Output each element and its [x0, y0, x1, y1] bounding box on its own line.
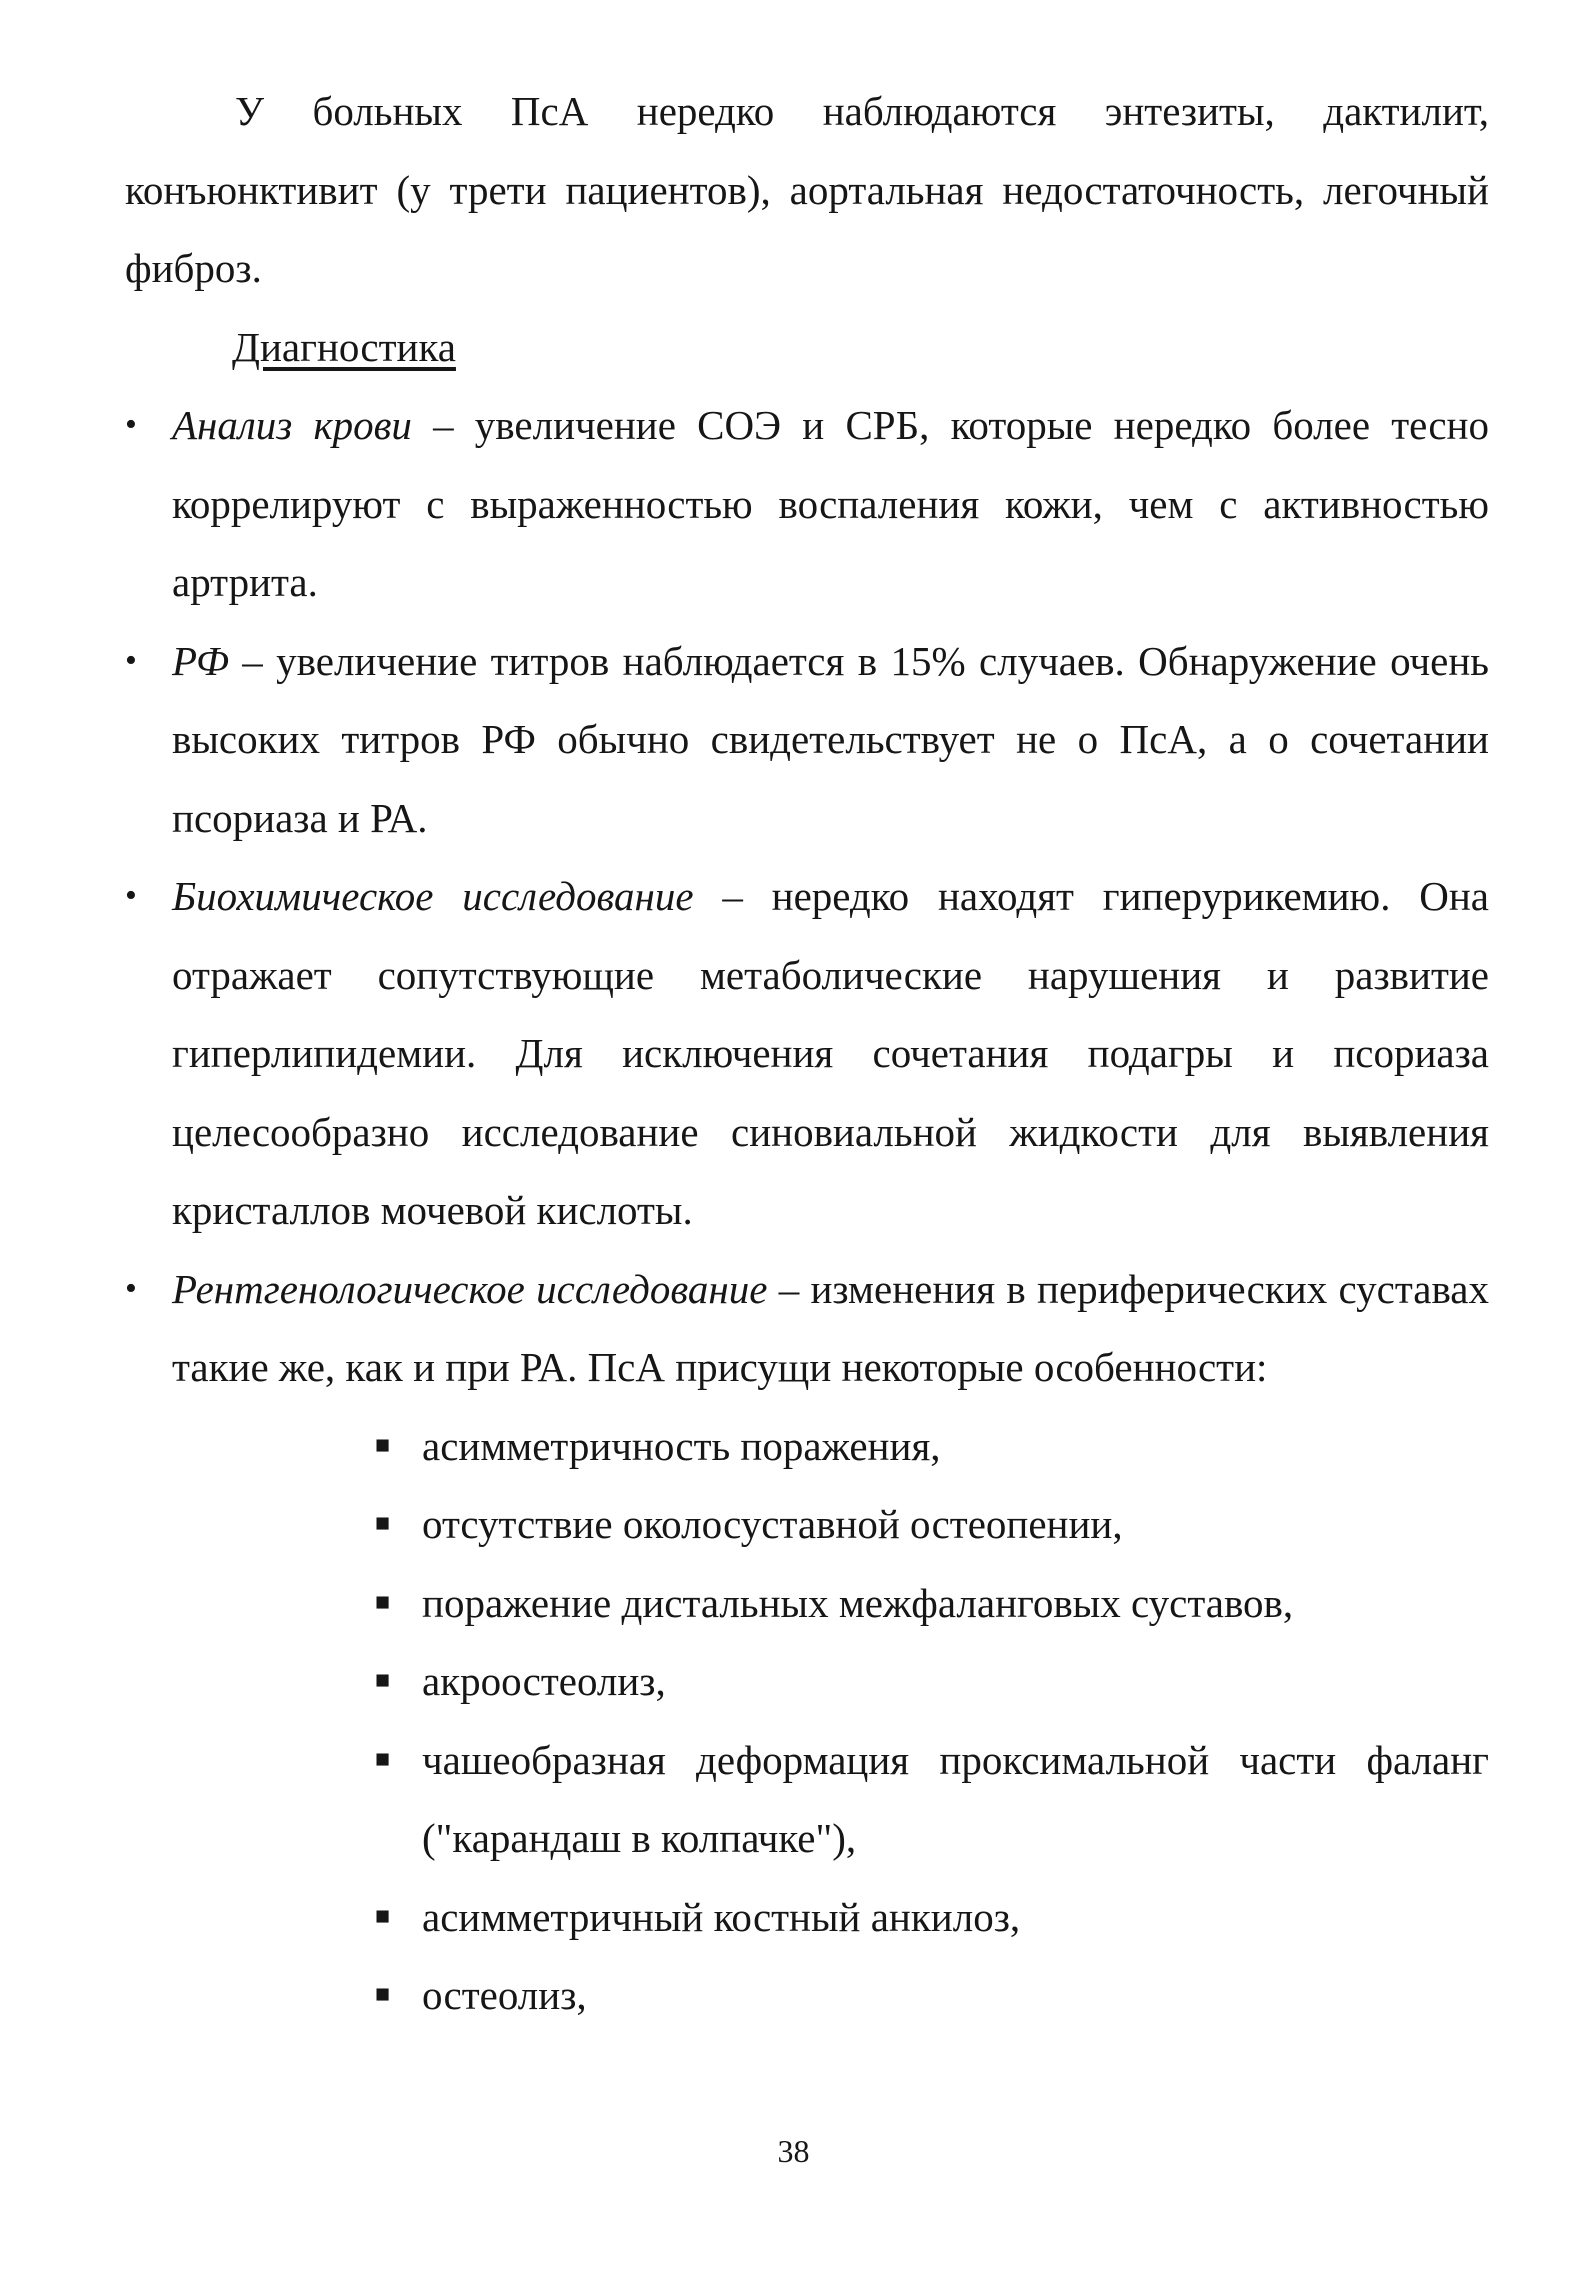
square-bullet-icon: ■ [375, 1431, 391, 1459]
sub-list-item [375, 1564, 1489, 1643]
sub-list-item [375, 1956, 1489, 2035]
square-bullet-icon: ■ [375, 1588, 391, 1616]
page-number: 38 [777, 2133, 810, 2169]
list-item [125, 1250, 1489, 1407]
sub-list-item [375, 1721, 1489, 1878]
square-bullet-icon: ■ [375, 1667, 391, 1694]
sub-item-text: акроостеолиз, [422, 1658, 666, 1704]
sub-list-item [375, 1485, 1489, 1564]
bullet-dot-icon: • [125, 406, 137, 443]
bullet-dot-icon: • [125, 877, 137, 914]
square-bullet-icon: ■ [375, 1745, 391, 1773]
bullet-dot-icon: • [125, 1269, 137, 1307]
item-text: – увеличение СОЭ и СРБ, которые нередко более тесно коррелируют с выраженностью воспаления кожи, чем с активностью артрита. [172, 402, 1489, 605]
sub-item-text: чашеобразная деформация проксимальной части фаланг ("карандаш в колпачке"), [422, 1736, 1489, 1861]
item-term: Биохимическое исследование [172, 873, 694, 919]
sub-item-text: поражение дистальных межфаланговых суставов, [422, 1579, 1294, 1626]
list-item [125, 622, 1489, 858]
sub-item-text: асимметричный костный анкилоз, [422, 1893, 1021, 1940]
square-bullet-icon: ■ [375, 1981, 391, 2008]
section-heading: Диагностика [232, 323, 456, 370]
list-item [125, 386, 1489, 622]
radiology-features-list [125, 1407, 1489, 2035]
sub-list-item [375, 1407, 1489, 1486]
sub-item-text: отсутствие околосуставной остеопении, [422, 1501, 1123, 1547]
item-term: РФ [172, 637, 229, 684]
sub-list-item [375, 1642, 1489, 1721]
sub-item-text: асимметричность поражения, [422, 1422, 941, 1469]
bullet-dot-icon: • [125, 641, 137, 679]
item-term: Рентгенологическое исследование [172, 1265, 768, 1312]
sub-list-item [375, 1878, 1489, 1957]
sub-item-text: остеолиз, [422, 1972, 587, 2018]
intro-paragraph: У больных ПсА нередко наблюдаются энтезиты, дактилит, конъюнктивит (у трети пациентов), аортальная недостаточность, легочный фиброз. [125, 88, 1489, 291]
list-item [125, 857, 1489, 1250]
square-bullet-icon: ■ [375, 1902, 391, 1930]
square-bullet-icon: ■ [375, 1510, 391, 1537]
item-text: – увеличение титров наблюдается в 15% случаев. Обнаружение очень высоких титров РФ обычно свидетельствует не о ПсА, а о сочетании псориаза и РА. [172, 637, 1489, 841]
item-text: – нередко находят гиперурикемию. Она отражает сопутствующие метаболические нарушения и развитие гиперлипидемии. Для исключения сочетания подагры и псориаза целесообразно исследование синовиальной жидкости для выявления кристаллов мочевой кислоты. [172, 873, 1489, 1233]
item-term: Анализ крови [172, 402, 412, 448]
item-text: – изменения в периферических суставах такие же, как и при РА. ПсА присущи некоторые особенности: [172, 1265, 1489, 1390]
diagnostics-list [125, 386, 1489, 1407]
